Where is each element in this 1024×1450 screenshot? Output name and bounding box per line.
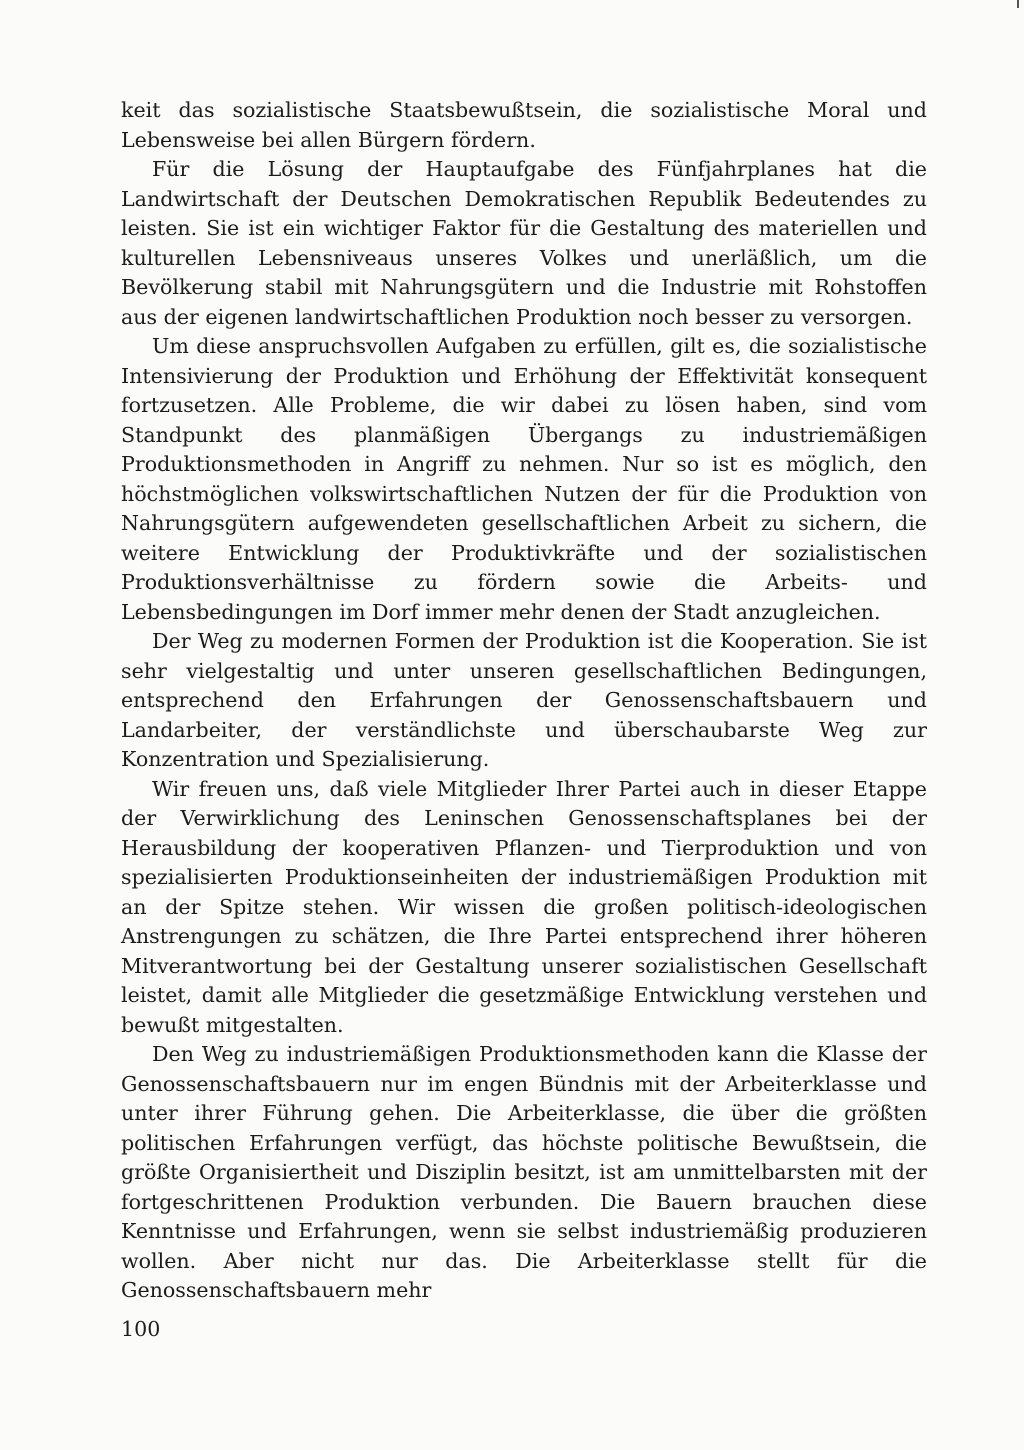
page-number: 100: [121, 1317, 161, 1341]
paragraph: Um diese anspruchsvollen Aufgaben zu erfüllen, gilt es, die sozialistische Intensivierung der Produktion und Erhöhung der Effektivität konsequent fortzusetzen. Alle Probleme, die wir dabei zu lösen haben, sind vom Standpunkt des planmäßigen Übergangs zu industriemäßigen Produktionsmethoden in Angriff zu nehmen. Nur so ist es möglich, den höchstmöglichen volkswirtschaftlichen Nutzen der für die Produktion von Nahrungsgütern aufgewendeten gesellschaftlichen Arbeit zu sichern, die weitere Entwicklung der Produktivkräfte und der sozialistischen Produktionsverhältnisse zu fördern sowie die Arbeits- und Lebensbedingungen im Dorf immer mehr denen der Stadt anzugleichen.: [121, 334, 927, 624]
paragraph: Den Weg zu industriemäßigen Produktionsmethoden kann die Klasse der Genossenschaftsbauern nur im engen Bündnis mit der Arbeiterklasse und unter ihrer Führung gehen. Die Arbeiterklasse, die über die größten politischen Erfahrungen verfügt, das höchste politische Bewußtsein, die größte Organisiertheit und Disziplin besitzt, ist am unmittelbarsten mit der fortgeschrittenen Produktion verbunden. Die Bauern brauchen diese Kenntnisse und Erfahrungen, wenn sie selbst industriemäßig produzieren wollen. Aber nicht nur das. Die Arbeiterklasse stellt für die Genossenschaftsbauern mehr: [121, 1042, 927, 1302]
paragraph: Wir freuen uns, daß viele Mitglieder Ihrer Partei auch in dieser Etappe der Verwirklichung des Leninschen Genossenschaftsplanes bei der Herausbildung der kooperativen Pflanzen- und Tierproduktion und von spezialisierten Produktionseinheiten der industriemäßigen Produktion mit an der Spitze stehen. Wir wissen die großen politisch-ideologischen Anstrengungen zu schätzen, die Ihre Partei entsprechend ihrer höheren Mitverantwortung bei der Gestaltung unserer sozialistischen Gesellschaft leistet, damit alle Mitglieder die gesetzmäßige Entwicklung verstehen und bewußt mitgestalten.: [121, 776, 927, 1037]
paragraph: Für die Lösung der Hauptaufgabe des Fünfjahrplanes hat die Landwirtschaft der Deutschen Demokratischen Republik Bedeutendes zu leisten. Sie ist ein wichtiger Faktor für die Gestaltung des materiellen und kulturellen Lebensniveaus unseres Volkes und unerläßlich, um die Bevölkerung stabil mit Nahrungsgütern und die Industrie mit Rohstoffen aus der eigenen landwirtschaftlichen Produktion noch besser zu versorgen.: [121, 157, 927, 329]
paragraph: Der Weg zu modernen Formen der Produktion ist die Kooperation. Sie ist sehr vielgestaltig und unter unseren gesellschaftlichen Bedingungen, entsprechend den Erfahrungen der Genossenschaftsbauern und Landarbeiter, der verständlichste und überschaubarste Weg zur Konzentration und Spezialisierung.: [121, 629, 927, 771]
scan-artifact-mark: [1017, 0, 1019, 8]
page-body: [121, 96, 927, 1306]
paragraph-continuation: keit das sozialistische Staatsbewußtsein, die sozialistische Moral und Lebensweise bei allen Bürgern fördern.: [121, 98, 927, 152]
